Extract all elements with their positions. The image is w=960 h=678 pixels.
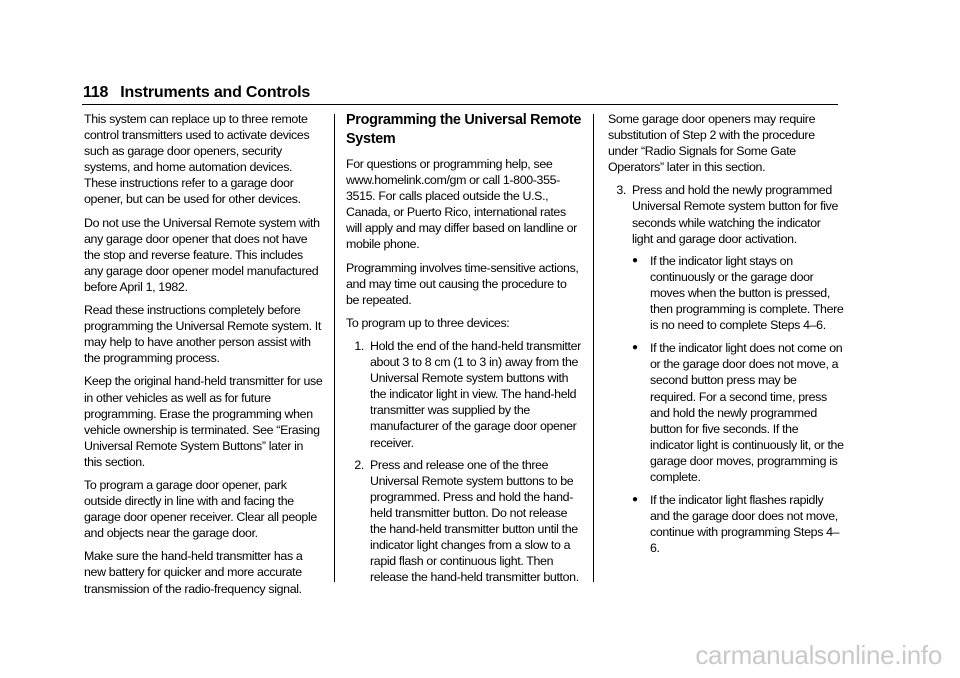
page-header <box>83 84 310 102</box>
bullet-text: If the indicator light stays on continuously or the garage door moves when the button is pressed, then programming is complete. There is no need to complete Steps 4–6. <box>650 253 844 333</box>
list-item <box>632 340 844 485</box>
steps-list <box>608 182 844 246</box>
paragraph: This system can replace up to three remote control transmitters used to activate devices such as garage door openers, security systems, and home automation devices. These instructions refer to a garage door opener, but can be used for other devices. <box>84 112 310 207</box>
watermark: carmanualsonline.info <box>695 640 942 670</box>
list-item <box>632 492 844 556</box>
paragraph: Do not use the Universal Remote system with any garage door opener that does not have the stop and reverse feature. This includes any garage door opener model manufactured before April 1, 1982. <box>84 215 320 294</box>
bullet-icon: ● <box>632 494 638 506</box>
intro-paragraph: For questions or programming help, see www.homelink.com/gm or call 1-800-355-3515. For calls placed outside the U.S., Canada, or Puerto Rico, international rates will apply and may differ based on landline or mobile phone. <box>346 157 577 252</box>
list-item <box>608 182 844 246</box>
paragraph: Read these instructions completely before programming the Universal Remote system. It may help to have another person assist with the programming process. <box>84 303 321 366</box>
step-text: Press and release one of the three Universal Remote system buttons to be programmed. Press and hold the hand-held transmitter button. Do not release the hand-held transmitter button until the indicator light changes from a slow to a rapid flash or continuous light. Then release the hand-held transmitter button. <box>370 457 579 585</box>
step-number: 3. <box>616 183 626 198</box>
list-item <box>632 253 844 333</box>
bullet-icon: ● <box>632 254 638 266</box>
step-number: 1. <box>354 338 364 353</box>
column-1 <box>84 111 324 604</box>
continuation-paragraph: Some garage door openers may require substitution of Step 2 with the procedure under “Radio Signals for Some Gate Operators” later in this section. <box>608 112 816 175</box>
page-number: 118 <box>83 84 109 101</box>
list-item <box>346 457 582 586</box>
bullet-list <box>632 253 844 557</box>
header-rule <box>82 104 838 105</box>
step-text: Press and hold the newly programmed Universal Remote system button for five seconds while watching the indicator light and garage door activation. <box>632 183 839 246</box>
list-item <box>346 338 582 451</box>
column-2 <box>346 111 582 591</box>
column-divider <box>593 114 594 582</box>
paragraph: Keep the original hand-held transmitter for use in other vehicles as well as for future programming. Erase the programming when vehicle ownership is terminated. See “Erasing Universal Remote System Buttons” later in this section. <box>84 374 323 469</box>
column-divider <box>334 114 335 582</box>
step-number: 2. <box>354 457 364 472</box>
column-3 <box>608 111 844 563</box>
paragraph: To program a garage door opener, park outside directly in line with and facing the garage door opener receiver. Clear all people and objects near the garage door. <box>84 477 317 541</box>
bullet-text: If the indicator light does not come on or the garage door does not move, a second button press may be required. For a second time, press and hold the newly programmed button for five seconds. If the indicator light is continuously lit, or the garage door moves, programming is complete. <box>650 341 844 484</box>
step-text: Hold the end of the hand-held transmitter about 3 to 8 cm (1 to 3 in) away from the Universal Remote system buttons with the indicator light in view. The hand-held transmitter was supplied by the manufacturer of the garage door opener receiver. <box>370 338 581 450</box>
section-heading: Programming the Universal Remote System <box>346 112 582 147</box>
lead-paragraph: To program up to three devices: <box>346 315 510 330</box>
steps-list <box>346 338 582 585</box>
bullet-icon: ● <box>632 342 638 354</box>
chapter-title: Instruments and Controls <box>120 84 311 101</box>
notice-paragraph: Programming involves time-sensitive actions, and may time out causing the procedure to be repeated. <box>346 260 579 307</box>
bullet-text: If the indicator light flashes rapidly and the garage door does not move, continue with programming Steps 4–6. <box>650 493 840 556</box>
paragraph: Make sure the hand-held transmitter has a new battery for quicker and more accurate transmission of the radio-frequency signal. <box>84 549 303 596</box>
